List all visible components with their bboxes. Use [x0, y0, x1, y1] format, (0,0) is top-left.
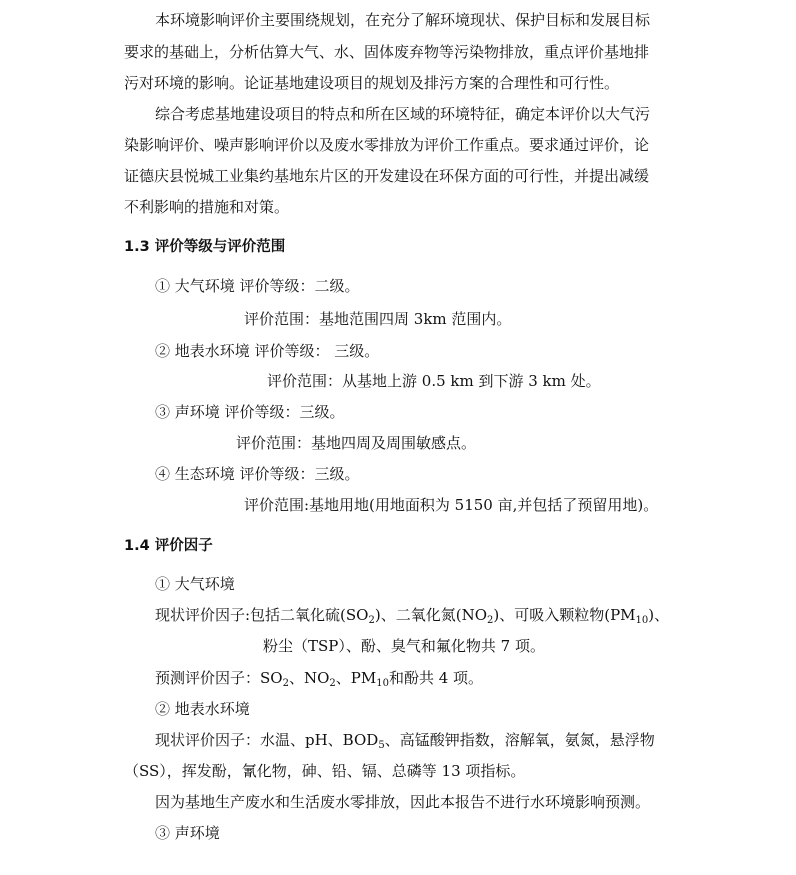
- air-status-factors-line-1: 现状评价因子:包括二氧化硫$(SO_2)$、二氧化氮$(NO_2)$、可吸入颗粒物$(PM_{10})$、: [155, 606, 670, 626]
- surface-water-scope: 评价范围：从基地上游 0.5 km 到下游 3 km 处。: [267, 372, 601, 390]
- intro-p1-line-3: 污对环境的影响。论证基地建设项目的规划及排污方案的合理性和可行性。: [124, 74, 620, 92]
- intro-p2-line-1: 综合考虑基地建设项目的特点和所在区域的环境特征，确定本评价以大气污: [155, 105, 651, 123]
- intro-p2-line-3: 证德庆县悦城工业集约基地东片区的开发建设在环保方面的可行性，并提出减缓: [124, 167, 650, 185]
- air-factor-heading: ① 大气环境: [155, 575, 235, 593]
- water-status-factors-line-2: （SS），挥发酚，氰化物，砷、铅、镉、总磷等 13 项指标。: [124, 762, 526, 780]
- intro-p1-line-1: 本环境影响评价主要围绕规划，在充分了解环境现状、保护目标和发展目标: [155, 11, 651, 29]
- section-1-3-title: 1.3 评价等级与评价范围: [124, 239, 286, 255]
- intro-p2-line-2: 染影响评价、噪声影响评价以及废水零排放为评价工作重点。要求通过评价，论: [124, 136, 650, 154]
- air-prediction-factors: 预测评价因子：$SO_2$、$NO_2$、$PM_{10}$和酚共 4 项。: [155, 669, 484, 689]
- water-prediction-note: 因为基地生产废水和生活废水零排放，因此本报告不进行水环境影响预测。: [155, 793, 651, 811]
- section-1-4-title: 1.4 评价因子: [124, 538, 213, 554]
- ecology-grade: ④ 生态环境 评价等级：三级。: [155, 465, 360, 483]
- noise-scope: 评价范围：基地四周及周围敏感点。: [236, 434, 477, 452]
- air-grade: ① 大气环境 评价等级：二级。: [155, 277, 360, 295]
- noise-grade: ③ 声环境 评价等级：三级。: [155, 403, 345, 421]
- surface-water-grade: ② 地表水环境 评价等级： 三级。: [155, 342, 380, 360]
- intro-p1-line-2: 要求的基础上，分析估算大气、水、固体废弃物等污染物排放，重点评价基地排: [124, 43, 650, 61]
- noise-factor-heading: ③ 声环境: [155, 824, 220, 842]
- ecology-scope: 评价范围:基地用地(用地面积为 5150 亩,并包括了预留用地)。: [244, 496, 659, 514]
- air-status-factors-line-2: 粉尘（TSP）、酚、臭气和氟化物共 7 项。: [263, 637, 545, 655]
- water-factor-heading: ② 地表水环境: [155, 700, 250, 718]
- water-status-factors-line-1: 现状评价因子：水温、pH、$BOD_5$、高锰酸钾指数，溶解氧，氨氮，悬浮物: [155, 731, 655, 751]
- intro-p2-line-4: 不利影响的措施和对策。: [124, 198, 290, 216]
- air-scope: 评价范围：基地范围四周 3km 范围内。: [244, 310, 512, 328]
